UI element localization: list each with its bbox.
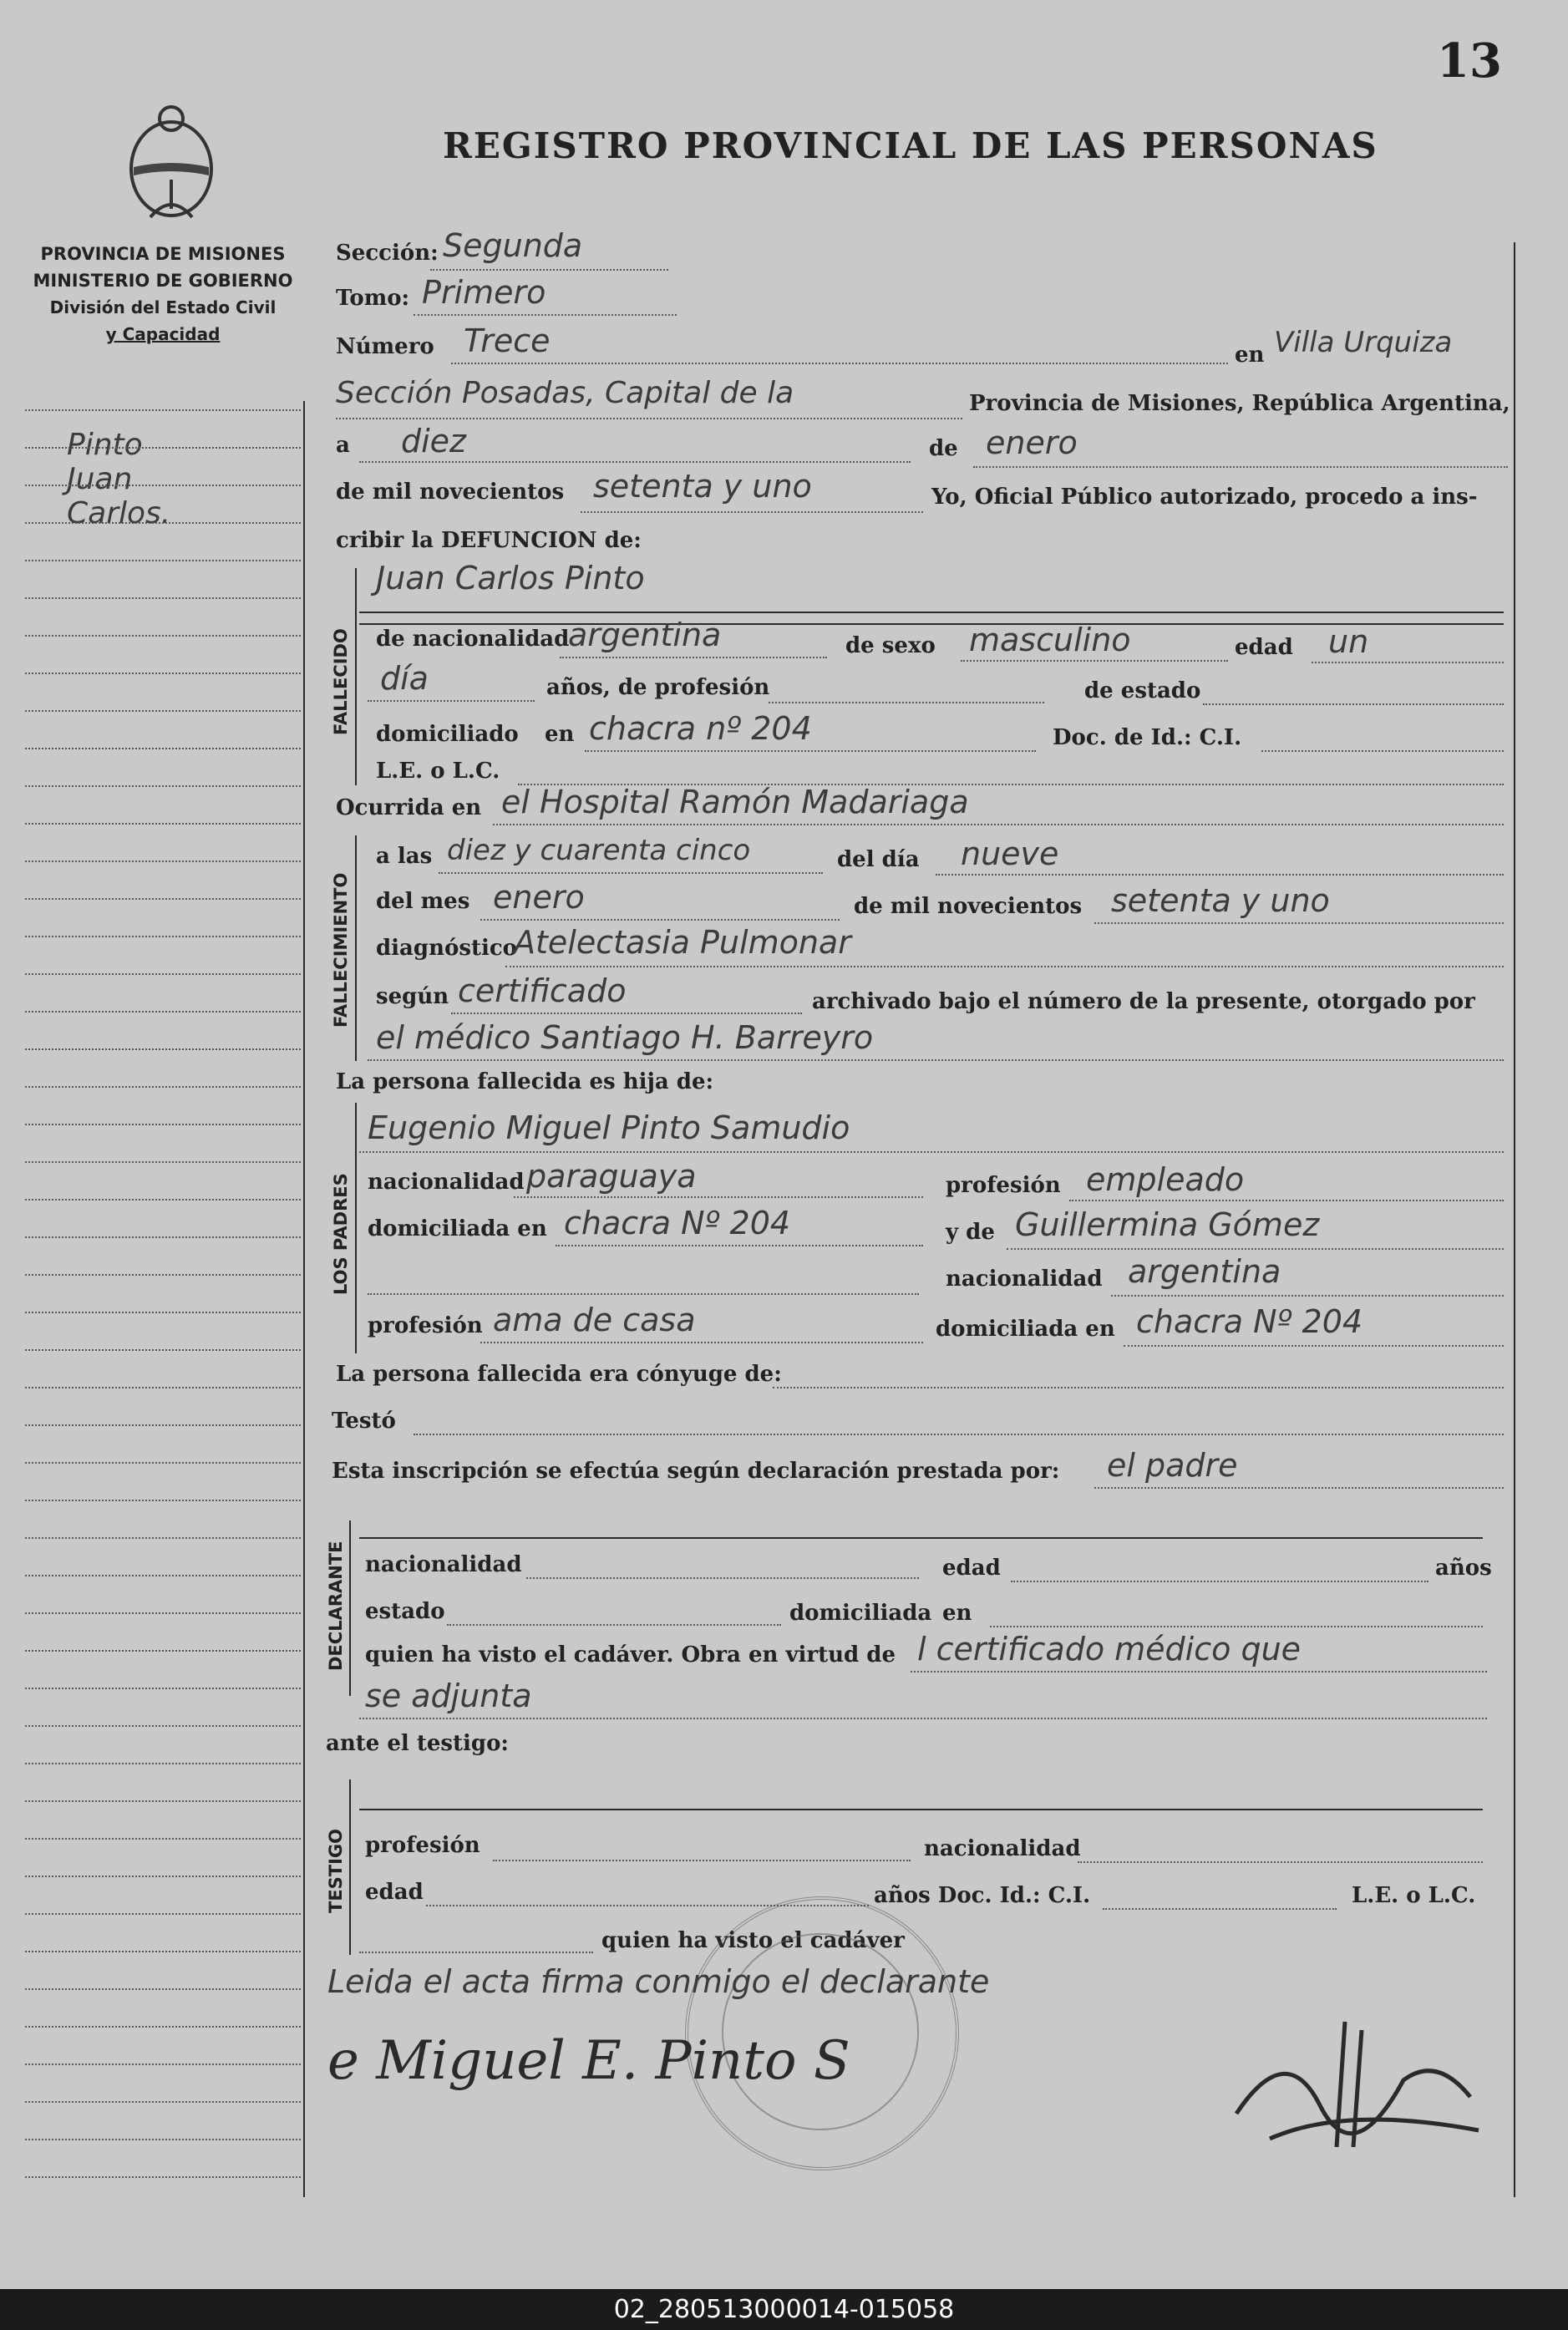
inscripcion-label: Esta inscripción se efectúa según declaración prestada por: — [332, 1459, 1060, 1484]
de-mil-label: de mil novecientos — [336, 480, 565, 505]
margin-ruled-line — [25, 635, 301, 637]
archivado-label: archivado bajo el número de la presente, otorgado por — [812, 989, 1475, 1014]
field-line — [336, 418, 962, 419]
margin-ruled-line — [25, 1838, 301, 1840]
doc-id-label: Doc. de Id.: C.I. — [1053, 725, 1242, 750]
ocurrida-label: Ocurrida en — [336, 795, 482, 820]
declarante-value: el padre — [1107, 1447, 1238, 1484]
fallecido-side-label: FALLECIDO — [331, 628, 351, 735]
field-line — [1111, 1295, 1504, 1297]
margin-ruled-line — [25, 1048, 301, 1050]
obra-continuation-value: se adjunta — [365, 1678, 532, 1714]
diagnostico-label: diagnóstico — [376, 936, 518, 961]
margin-ruled-line — [25, 1688, 301, 1689]
field-line — [493, 824, 1504, 825]
field-line — [359, 1718, 1487, 1719]
margin-ruled-line — [25, 1011, 301, 1013]
field-line — [1007, 1248, 1504, 1250]
field-line — [973, 466, 1508, 468]
field-line — [368, 700, 535, 702]
field-line — [581, 511, 923, 513]
numero-value: Trece — [464, 322, 551, 359]
margin-ruled-line — [25, 710, 301, 712]
testigo-edad-label: edad — [365, 1880, 424, 1905]
capacity-line: y Capacidad — [105, 324, 221, 344]
margin-note-line: Pinto — [67, 428, 143, 462]
margin-ruled-line — [25, 409, 301, 411]
field-line — [359, 1151, 1504, 1153]
margin-ruled-line — [25, 860, 301, 862]
quien-ha-visto-cadaver-label: quien ha visto el cadáver — [601, 1928, 905, 1953]
nacionalidad-label: de nacionalidad — [376, 627, 570, 652]
declarante-anos-label: años — [1435, 1556, 1492, 1581]
testigo-le-lc-label: L.E. o L.C. — [1352, 1883, 1476, 1908]
padre-profesion-label: profesión — [946, 1173, 1061, 1198]
margin-ruled-line — [25, 673, 301, 674]
de-mil-novecientos-label: de mil novecientos — [854, 894, 1083, 919]
field-line — [1011, 1581, 1428, 1582]
field-line — [526, 1577, 919, 1579]
image-identifier: 02_280513000014-015058 — [613, 2295, 955, 2324]
padre-profesion-value: empleado — [1086, 1161, 1245, 1198]
testigo-side-label: TESTIGO — [326, 1828, 346, 1913]
lugar-value: Sección Posadas, Capital de la — [336, 376, 794, 410]
field-line — [414, 314, 677, 316]
closing-statement: Leida el acta firma conmigo el declarante — [327, 1963, 990, 2000]
madre-profesion-value: ama de casa — [493, 1302, 696, 1338]
field-line — [1094, 1487, 1504, 1489]
mes-ocurrido-value: enero — [493, 879, 585, 916]
official-signature-icon — [1220, 2005, 1495, 2155]
field-line — [1312, 662, 1504, 663]
ministry-line: MINISTERIO DE GOBIERNO — [33, 271, 293, 291]
margin-ruled-line — [25, 1650, 301, 1652]
declarante-en-label: en — [942, 1601, 972, 1626]
margin-ruled-line — [25, 1387, 301, 1388]
declarante-side-label: DECLARANTE — [326, 1541, 346, 1671]
margin-ruled-line — [25, 1274, 301, 1276]
ante-testigo-label: ante el testigo: — [326, 1731, 510, 1756]
margin-ruled-line — [25, 1876, 301, 1877]
right-border — [1514, 242, 1515, 2197]
margin-ruled-line — [25, 1312, 301, 1313]
dia-ocurrido-value: nueve — [961, 835, 1059, 872]
le-lc-label: L.E. o L.C. — [376, 759, 500, 784]
margin-ruled-line — [25, 2176, 301, 2178]
margin-ruled-line — [25, 1500, 301, 1501]
de-label: de — [929, 436, 958, 461]
en-label: en — [1235, 343, 1265, 368]
padre-domicilio-value: chacra Nº 204 — [564, 1205, 791, 1241]
declarante-nacionalidad-label: nacionalidad — [365, 1552, 522, 1577]
y-de-label: y de — [946, 1220, 995, 1245]
margin-ruled-line — [25, 1124, 301, 1125]
field-line — [1094, 922, 1504, 924]
sexo-value: masculino — [969, 622, 1131, 658]
field-line — [1124, 1345, 1504, 1347]
testigo-bracket — [349, 1779, 351, 1955]
testo-label: Testó — [332, 1409, 396, 1434]
margin-ruled-line — [25, 898, 301, 900]
hija-de-label: La persona fallecida es hija de: — [336, 1069, 714, 1094]
padre-domicilio-label: domiciliada en — [368, 1216, 547, 1241]
field-line — [451, 1013, 802, 1014]
declarante-estado-label: estado — [365, 1599, 445, 1624]
name-line — [359, 612, 1504, 613]
margin-ruled-line — [25, 485, 301, 486]
anos-profesion-label: años, de profesión — [546, 675, 770, 700]
field-line — [556, 1245, 923, 1246]
madre-domicilio-label: domiciliada en — [936, 1317, 1115, 1342]
edad-value: un — [1328, 623, 1369, 660]
margin-ruled-line — [25, 936, 301, 937]
field-line — [480, 919, 840, 921]
province-line: PROVINCIA DE MISIONES — [40, 244, 286, 264]
margin-ruled-line — [25, 2139, 301, 2140]
field-line — [773, 1387, 1504, 1388]
field-line — [430, 269, 668, 271]
page-number: 13 — [1437, 33, 1502, 89]
field-line — [368, 1293, 919, 1295]
padres-bracket — [355, 1103, 357, 1353]
margin-divider — [303, 401, 305, 2197]
madre-nacionalidad-label: nacionalidad — [946, 1267, 1103, 1292]
field-line — [414, 1434, 1504, 1435]
field-line — [480, 1342, 923, 1343]
domicilio-value: chacra nº 204 — [589, 710, 812, 747]
field-line — [439, 872, 823, 874]
testigo-nacionalidad-label: nacionalidad — [924, 1836, 1081, 1861]
margin-note — [67, 428, 170, 530]
margin-ruled-line — [25, 447, 301, 449]
padres-side-label: LOS PADRES — [331, 1173, 351, 1295]
diagnostico-value: Atelectasia Pulmonar — [514, 924, 851, 961]
nombre-value: Juan Carlos Pinto — [376, 560, 645, 596]
margin-ruled-line — [25, 1199, 301, 1201]
del-mes-label: del mes — [376, 889, 470, 914]
field-line — [1069, 1200, 1504, 1201]
edad-label: edad — [1235, 635, 1293, 660]
margin-ruled-line — [25, 1575, 301, 1576]
margin-ruled-line — [25, 1800, 301, 1802]
margin-ruled-line — [25, 1236, 301, 1238]
field-line — [1078, 1861, 1483, 1863]
cribir-label: cribir la DEFUNCION de: — [336, 528, 642, 553]
estado-label: de estado — [1084, 678, 1201, 703]
yo-oficial-label: Yo, Oficial Público autorizado, procedo a ins- — [931, 485, 1478, 510]
provincia-label: Provincia de Misiones, República Argentina, — [969, 391, 1510, 416]
field-line — [560, 657, 827, 658]
mes-value: enero — [986, 424, 1078, 461]
ano-value: setenta y uno — [593, 468, 812, 505]
declarante-bracket — [349, 1520, 351, 1696]
field-line — [585, 750, 1036, 752]
margin-ruled-line — [25, 597, 301, 599]
margin-ruled-line — [25, 2101, 301, 2103]
field-line — [359, 461, 911, 463]
madre-profesion-label: profesión — [368, 1313, 483, 1338]
tomo-label: Tomo: — [336, 286, 410, 311]
document-title: REGISTRO PROVINCIAL DE LAS PERSONAS — [443, 125, 1378, 166]
declarant-signature: e Miguel E. Pinto S — [327, 2030, 850, 2092]
field-line — [990, 1626, 1483, 1627]
hora-value: diez y cuarenta cinco — [447, 834, 751, 867]
margin-ruled-line — [25, 1537, 301, 1539]
margin-ruled-line — [25, 522, 301, 524]
madre-value: Guillermina Gómez — [1015, 1206, 1320, 1243]
field-line — [447, 1624, 781, 1626]
margin-ruled-line — [25, 2063, 301, 2065]
margin-ruled-line — [25, 1424, 301, 1426]
margin-ruled-line — [25, 973, 301, 975]
field-line — [1203, 703, 1504, 705]
margin-ruled-line — [25, 1462, 301, 1464]
declarante-edad-label: edad — [942, 1556, 1001, 1581]
en-domicilio-label: en — [545, 722, 575, 747]
margin-ruled-line — [25, 1161, 301, 1163]
margin-ruled-line — [25, 1086, 301, 1088]
margin-ruled-line — [25, 2026, 301, 2028]
field-line — [359, 1952, 593, 1953]
field-line — [769, 702, 1044, 703]
seccion-label: Sección: — [336, 241, 439, 266]
field-line — [451, 363, 1228, 364]
padre-value: Eugenio Miguel Pinto Samudio — [368, 1109, 850, 1146]
margin-ruled-line — [25, 1951, 301, 1952]
nacionalidad-value: argentina — [568, 617, 722, 653]
padre-nacionalidad-label: nacionalidad — [368, 1170, 525, 1195]
field-line — [1103, 1908, 1337, 1910]
margin-ruled-line — [25, 748, 301, 749]
margin-ruled-line — [25, 1349, 301, 1351]
ocurrida-value: el Hospital Ramón Madariaga — [501, 784, 969, 820]
madre-domicilio-value: chacra Nº 204 — [1136, 1303, 1363, 1340]
testigo-doc-label: años Doc. Id.: C.I. — [874, 1883, 1091, 1908]
margin-ruled-line — [25, 1612, 301, 1614]
quien-ha-visto-label: quien ha visto el cadáver. Obra en virtud de — [365, 1642, 896, 1668]
segun-value: certificado — [458, 972, 627, 1009]
medico-value: el médico Santiago H. Barreyro — [376, 1019, 874, 1056]
seccion-value: Segunda — [443, 227, 583, 264]
en-value: Villa Urquiza — [1274, 326, 1453, 359]
conyuge-label: La persona fallecida era cónyuge de: — [336, 1362, 782, 1387]
field-line — [936, 874, 1504, 876]
issuing-authority — [17, 241, 309, 348]
testigo-profesion-label: profesión — [365, 1833, 480, 1858]
margin-ruled-line — [25, 1988, 301, 1990]
margin-ruled-line — [25, 1725, 301, 1727]
field-line — [505, 966, 1504, 967]
dia-value: diez — [401, 423, 467, 459]
field-line — [911, 1671, 1487, 1673]
field-line — [1261, 750, 1504, 752]
tomo-value: Primero — [422, 274, 546, 311]
field-line — [514, 1196, 923, 1198]
margin-ruled-line — [25, 785, 301, 787]
domiciliado-label: domiciliado — [376, 722, 519, 747]
field-line — [368, 1059, 1504, 1061]
obra-value: l certificado médico que — [917, 1631, 1302, 1668]
madre-nacionalidad-value: argentina — [1128, 1253, 1281, 1290]
margin-ruled-line — [25, 1913, 301, 1915]
padre-nacionalidad-value: paraguaya — [526, 1158, 697, 1195]
edad-unit-value: día — [380, 660, 429, 697]
margin-ruled-line — [25, 1763, 301, 1764]
declarante-domiciliada-label: domiciliada — [789, 1601, 932, 1626]
margin-note-line: Juan — [67, 462, 133, 496]
del-dia-label: del día — [837, 847, 920, 872]
margin-note-line: Carlos. — [67, 496, 171, 530]
fallecimiento-side-label: FALLECIMIENTO — [331, 872, 351, 1028]
ano-ocurrido-value: setenta y uno — [1111, 882, 1330, 919]
testigo-name-line — [359, 1809, 1483, 1810]
field-line — [961, 660, 1228, 662]
division-line: División del Estado Civil — [49, 297, 277, 317]
segun-label: según — [376, 984, 449, 1009]
fallecimiento-bracket — [355, 835, 357, 1061]
coat-of-arms-icon — [117, 100, 226, 226]
margin-ruled-line — [25, 560, 301, 561]
a-label: a — [336, 433, 350, 458]
a-las-label: a las — [376, 844, 433, 869]
field-line — [493, 1860, 911, 1861]
margin-ruled-line — [25, 823, 301, 825]
sexo-label: de sexo — [845, 633, 936, 658]
fallecido-bracket — [355, 568, 357, 785]
declarante-name-line — [359, 1537, 1483, 1539]
numero-label: Número — [336, 334, 434, 359]
